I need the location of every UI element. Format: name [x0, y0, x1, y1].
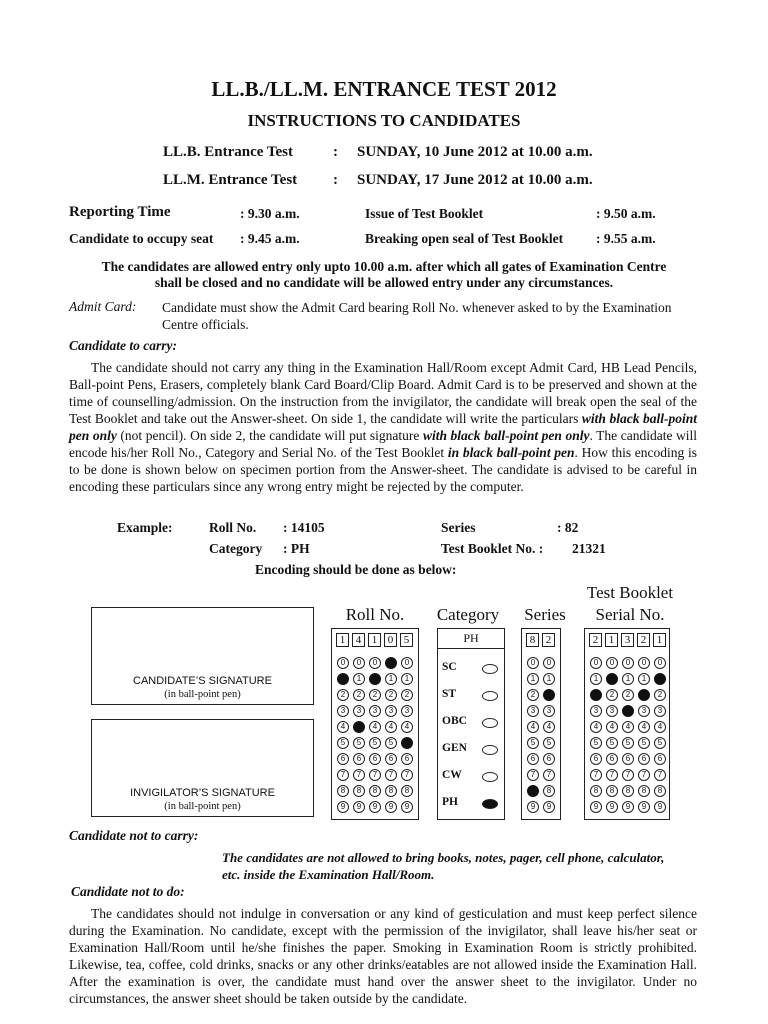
series-bubble[interactable]: 4	[527, 721, 539, 733]
occupy-seat-label: Candidate to occupy seat	[69, 231, 214, 246]
schedule-llm-sep: :	[333, 172, 338, 188]
candidate-signature-label: CANDIDATE’S SIGNATURE	[133, 675, 272, 687]
schedule-llb-name: LL.B. Entrance Test	[163, 144, 294, 160]
roll-no-bubble[interactable]: 3	[369, 705, 381, 717]
carry-text-4: . How this encoding is to be done is shown below on specimen portion from the Answer-sheet. The candidate is advised to be careful in encoding these particulars since any wrong entry might be rejected by the computer.	[69, 445, 697, 494]
series-bubble[interactable]: 0	[527, 657, 539, 669]
roll-no-bubble[interactable]: 3	[353, 705, 365, 717]
booklet-serial-bubble[interactable]: 4	[590, 721, 602, 733]
carry-emphasis-2: with black ball-point pen only	[422, 428, 590, 443]
roll-no-bubble[interactable]: 8	[353, 785, 365, 797]
roll-no-bubble[interactable]: 0	[385, 657, 397, 669]
booklet-serial-bubble[interactable]: 7	[606, 769, 618, 781]
booklet-serial-digit-box: 2	[637, 633, 650, 647]
series-bubble[interactable]: 8	[527, 785, 539, 797]
roll-no-bubble[interactable]: 8	[385, 785, 397, 797]
category-option-label: GEN	[442, 742, 467, 754]
booklet-serial-bubble[interactable]: 0	[622, 657, 634, 669]
invigilator-signature-sub: (in ball-point pen)	[164, 801, 241, 812]
series-bubble[interactable]: 2	[543, 689, 555, 701]
booklet-serial-bubble[interactable]: 2	[654, 689, 666, 701]
booklet-serial-bubble[interactable]: 6	[590, 753, 602, 765]
category-grid	[437, 628, 505, 820]
category-selected-box: PH	[438, 629, 504, 649]
roll-no-bubble[interactable]: 9	[401, 801, 413, 813]
category-head: Category	[436, 605, 500, 624]
booklet-serial-bubble[interactable]: 2	[606, 689, 618, 701]
category-option-label: OBC	[442, 715, 467, 727]
roll-no-bubble[interactable]: 4	[353, 721, 365, 733]
category-option-bubble[interactable]	[482, 799, 498, 809]
booklet-serial-bubble[interactable]: 5	[654, 737, 666, 749]
not-do-label: Candidate not to do:	[71, 884, 185, 899]
roll-no-bubble[interactable]: 7	[337, 769, 349, 781]
admit-card-line1: Candidate must show the Admit Card bearing Roll No. whenever asked to by the Examination	[162, 300, 672, 315]
series-bubble[interactable]: 1	[543, 673, 555, 685]
roll-no-bubble[interactable]: 4	[401, 721, 413, 733]
entry-notice	[60, 259, 708, 291]
booklet-serial-bubble[interactable]: 9	[638, 801, 650, 813]
reporting-time-label: Reporting Time	[69, 204, 171, 220]
invigilator-signature-box[interactable]	[91, 719, 314, 817]
series-bubble[interactable]: 8	[543, 785, 555, 797]
series-grid	[521, 628, 561, 820]
example-booklet-value: 21321	[572, 541, 606, 556]
roll-no-bubble[interactable]: 6	[369, 753, 381, 765]
not-carry-line2: etc. inside the Examination Hall/Room.	[222, 867, 435, 882]
booklet-serial-bubble[interactable]: 3	[606, 705, 618, 717]
booklet-serial-grid	[584, 628, 670, 820]
example-roll-value: : 14105	[283, 520, 325, 535]
not-carry-label: Candidate not to carry:	[69, 828, 199, 843]
series-bubble[interactable]: 5	[527, 737, 539, 749]
roll-no-bubble[interactable]: 9	[353, 801, 365, 813]
booklet-serial-bubble[interactable]: 7	[622, 769, 634, 781]
roll-no-bubble[interactable]: 9	[385, 801, 397, 813]
roll-no-bubble[interactable]: 4	[369, 721, 381, 733]
booklet-serial-bubble[interactable]: 3	[590, 705, 602, 717]
example-category-value: : PH	[283, 541, 310, 556]
admit-card-line2: Centre officials.	[162, 317, 249, 332]
booklet-serial-bubble[interactable]: 1	[606, 673, 618, 685]
roll-no-bubble[interactable]: 3	[385, 705, 397, 717]
booklet-serial-bubble[interactable]: 9	[590, 801, 602, 813]
booklet-serial-bubble[interactable]: 6	[638, 753, 650, 765]
entry-notice-line2: shall be closed and no candidate will be allowed entry under any circumstances.	[154, 275, 614, 290]
series-head: Series	[524, 605, 566, 624]
series-bubble[interactable]: 0	[543, 657, 555, 669]
candidate-signature-sub: (in ball-point pen)	[164, 689, 241, 700]
roll-no-bubble[interactable]: 7	[353, 769, 365, 781]
seal-value: : 9.55 a.m.	[596, 231, 656, 246]
booklet-serial-digit-box: 3	[621, 633, 634, 647]
schedule-llb-value: SUNDAY, 10 June 2012 at 10.00 a.m.	[357, 144, 593, 160]
schedule-llb-sep: :	[333, 144, 338, 160]
booklet-serial-bubble[interactable]: 7	[638, 769, 650, 781]
roll-no-bubble[interactable]: 5	[401, 737, 413, 749]
not-do-paragraph: The candidates should not indulge in conversation or any kind of gesticulation and must keep perfect silence during the Examination. No candidate, except with the permission of the invigilator, shall leave his/her seat or Examination Hall/Room until he/she finishes the paper. Smoking in Examination Room is strictly prohibited. Likewise, tea, coffee, cold drinks, snacks or any other drinks/eatables are not allowed inside the Examination Hall. After the examination is over, the candidate must hand over the answer sheet to the invigilator. Under no circumstances, the answer sheet should be taken outside by the candidate.	[69, 906, 697, 1006]
booklet-serial-digit-box: 1	[653, 633, 666, 647]
issue-booklet-value: : 9.50 a.m.	[596, 206, 656, 221]
roll-no-digit-box: 4	[352, 633, 365, 647]
roll-no-bubble[interactable]: 1	[337, 673, 349, 685]
series-digit-box: 2	[542, 633, 555, 647]
booklet-serial-bubble[interactable]: 4	[638, 721, 650, 733]
series-bubble[interactable]: 3	[543, 705, 555, 717]
encoding-note: Encoding should be done as below:	[255, 562, 457, 577]
series-bubble[interactable]: 4	[543, 721, 555, 733]
roll-no-bubble[interactable]: 3	[337, 705, 349, 717]
booklet-head-2: Serial No.	[595, 605, 665, 624]
booklet-serial-bubble[interactable]: 3	[654, 705, 666, 717]
booklet-serial-bubble[interactable]: 5	[590, 737, 602, 749]
booklet-serial-bubble[interactable]: 7	[590, 769, 602, 781]
booklet-serial-bubble[interactable]: 5	[638, 737, 650, 749]
booklet-serial-bubble[interactable]: 8	[638, 785, 650, 797]
series-bubble[interactable]: 9	[527, 801, 539, 813]
roll-no-bubble[interactable]: 5	[337, 737, 349, 749]
example-series-label: Series	[441, 520, 476, 535]
booklet-serial-bubble[interactable]: 4	[606, 721, 618, 733]
booklet-serial-bubble[interactable]: 1	[622, 673, 634, 685]
roll-no-grid	[331, 628, 419, 820]
example-booklet-label: Test Booklet No. :	[441, 541, 544, 556]
roll-no-bubble[interactable]: 6	[353, 753, 365, 765]
booklet-serial-bubble[interactable]: 8	[590, 785, 602, 797]
candidate-signature-box[interactable]	[91, 607, 314, 705]
booklet-serial-bubble[interactable]: 4	[654, 721, 666, 733]
roll-no-bubble[interactable]: 8	[337, 785, 349, 797]
booklet-serial-bubble[interactable]: 1	[638, 673, 650, 685]
category-option-label: SC	[442, 661, 457, 673]
entry-notice-line1: The candidates are allowed entry only upto 10.00 a.m. after which all gates of Examination Centre	[101, 259, 667, 274]
roll-no-bubble[interactable]: 2	[401, 689, 413, 701]
category-option-label: CW	[442, 769, 462, 781]
carry-text-2: (not pencil). On side 2, the candidate will put signature	[116, 428, 423, 443]
roll-no-digit-box: 1	[368, 633, 381, 647]
example-label: Example:	[117, 520, 173, 535]
carry-label: Candidate to carry:	[69, 338, 177, 353]
series-bubble[interactable]: 3	[527, 705, 539, 717]
roll-no-bubble[interactable]: 1	[385, 673, 397, 685]
carry-paragraph	[69, 359, 697, 495]
series-bubble[interactable]: 7	[543, 769, 555, 781]
booklet-serial-bubble[interactable]: 5	[622, 737, 634, 749]
roll-no-bubble[interactable]: 0	[353, 657, 365, 669]
series-bubble[interactable]: 1	[527, 673, 539, 685]
series-digit-box: 8	[526, 633, 539, 647]
roll-no-bubble[interactable]: 9	[337, 801, 349, 813]
roll-no-bubble[interactable]: 2	[337, 689, 349, 701]
booklet-serial-bubble[interactable]: 4	[622, 721, 634, 733]
booklet-serial-bubble[interactable]: 0	[606, 657, 618, 669]
carry-text-3: . The candidate will encode his/her Roll No., Category and Serial No. of the Test Booklet	[69, 428, 698, 460]
roll-no-bubble[interactable]: 5	[385, 737, 397, 749]
booklet-serial-bubble[interactable]: 3	[622, 705, 634, 717]
roll-no-bubble[interactable]: 1	[369, 673, 381, 685]
booklet-serial-bubble[interactable]: 2	[590, 689, 602, 701]
booklet-serial-digit-box: 1	[605, 633, 618, 647]
seal-label: Breaking open seal of Test Booklet	[365, 231, 564, 246]
category-option-bubble[interactable]	[482, 664, 498, 674]
booklet-serial-bubble[interactable]: 2	[638, 689, 650, 701]
booklet-serial-bubble[interactable]: 6	[622, 753, 634, 765]
category-option-bubble[interactable]	[482, 691, 498, 701]
booklet-serial-bubble[interactable]: 9	[622, 801, 634, 813]
not-carry-line1: The candidates are not allowed to bring books, notes, pager, cell phone, calculator,	[222, 850, 665, 865]
roll-no-digit-box: 0	[384, 633, 397, 647]
roll-no-bubble[interactable]: 5	[353, 737, 365, 749]
series-bubble[interactable]: 5	[543, 737, 555, 749]
admit-card-text	[162, 299, 707, 333]
booklet-serial-bubble[interactable]: 8	[606, 785, 618, 797]
example-series-value: : 82	[557, 520, 579, 535]
roll-no-bubble[interactable]: 0	[369, 657, 381, 669]
not-carry-text	[222, 849, 702, 883]
roll-no-bubble[interactable]: 1	[401, 673, 413, 685]
admit-card-label: Admit Card:	[69, 299, 137, 314]
schedule-llm-name: LL.M. Entrance Test	[163, 172, 298, 188]
booklet-serial-bubble[interactable]: 3	[638, 705, 650, 717]
schedule-llm-value: SUNDAY, 17 June 2012 at 10.00 a.m.	[357, 172, 593, 188]
booklet-serial-bubble[interactable]: 0	[590, 657, 602, 669]
roll-no-digit-box: 1	[336, 633, 349, 647]
booklet-serial-bubble[interactable]: 5	[606, 737, 618, 749]
page-subtitle: INSTRUCTIONS TO CANDIDATES	[247, 111, 521, 130]
booklet-serial-bubble[interactable]: 2	[622, 689, 634, 701]
issue-booklet-label: Issue of Test Booklet	[365, 206, 484, 221]
roll-no-bubble[interactable]: 0	[337, 657, 349, 669]
booklet-serial-bubble[interactable]: 1	[654, 673, 666, 685]
roll-no-bubble[interactable]: 3	[401, 705, 413, 717]
category-option-label: PH	[442, 796, 458, 808]
category-option-bubble[interactable]	[482, 772, 498, 782]
series-bubble[interactable]: 9	[543, 801, 555, 813]
example-category-label: Category	[209, 541, 263, 556]
roll-no-bubble[interactable]: 7	[401, 769, 413, 781]
booklet-serial-bubble[interactable]: 7	[654, 769, 666, 781]
carry-text-1: The candidate should not carry any thing in the Examination Hall/Room except Admit Card, HB Lead Pencils, Ball-point Pens, Erasers, completely blank Card Board/Clip Board. Admit Card is to be preserved and shown at the time of counselling/admission. On the instruction from the invigilator, the candidate will break open the seal of the Test Booklet and take out the Answer-sheet. On side 1, the candidate will write the particulars	[69, 360, 697, 426]
roll-no-bubble[interactable]: 4	[385, 721, 397, 733]
occupy-seat-value: : 9.45 a.m.	[240, 231, 300, 246]
roll-no-bubble[interactable]: 8	[369, 785, 381, 797]
roll-no-bubble[interactable]: 6	[401, 753, 413, 765]
series-bubble[interactable]: 6	[543, 753, 555, 765]
booklet-serial-bubble[interactable]: 6	[654, 753, 666, 765]
roll-no-bubble[interactable]: 5	[369, 737, 381, 749]
carry-emphasis-3: in black ball-point pen	[447, 445, 575, 460]
roll-no-digit-box: 5	[400, 633, 413, 647]
roll-no-bubble[interactable]: 4	[337, 721, 349, 733]
booklet-serial-bubble[interactable]: 0	[638, 657, 650, 669]
roll-no-bubble[interactable]: 2	[369, 689, 381, 701]
booklet-serial-bubble[interactable]: 1	[590, 673, 602, 685]
reporting-time-value: : 9.30 a.m.	[240, 206, 300, 221]
roll-no-bubble[interactable]: 1	[353, 673, 365, 685]
roll-no-bubble[interactable]: 9	[369, 801, 381, 813]
booklet-head-1: Test Booklet	[586, 583, 674, 602]
roll-no-bubble[interactable]: 7	[369, 769, 381, 781]
booklet-serial-bubble[interactable]: 0	[654, 657, 666, 669]
category-option-label: ST	[442, 688, 457, 700]
roll-no-bubble[interactable]: 7	[385, 769, 397, 781]
booklet-serial-bubble[interactable]: 8	[622, 785, 634, 797]
booklet-serial-bubble[interactable]: 6	[606, 753, 618, 765]
page-title: LL.B./LL.M. ENTRANCE TEST 2012	[211, 77, 557, 101]
roll-no-bubble[interactable]: 6	[385, 753, 397, 765]
series-bubble[interactable]: 2	[527, 689, 539, 701]
roll-no-bubble[interactable]: 6	[337, 753, 349, 765]
example-roll-label: Roll No.	[209, 520, 257, 535]
roll-no-bubble[interactable]: 2	[353, 689, 365, 701]
booklet-serial-bubble[interactable]: 9	[654, 801, 666, 813]
booklet-serial-bubble[interactable]: 9	[606, 801, 618, 813]
invigilator-signature-label: INVIGILATOR’S SIGNATURE	[130, 787, 275, 799]
roll-no-bubble[interactable]: 0	[401, 657, 413, 669]
roll-no-head: Roll No.	[345, 605, 405, 624]
category-option-bubble[interactable]	[482, 745, 498, 755]
roll-no-bubble[interactable]: 8	[401, 785, 413, 797]
roll-no-bubble[interactable]: 2	[385, 689, 397, 701]
category-option-bubble[interactable]	[482, 718, 498, 728]
series-bubble[interactable]: 6	[527, 753, 539, 765]
carry-emphasis-1: with black ball-point pen only	[69, 411, 697, 443]
series-bubble[interactable]: 7	[527, 769, 539, 781]
booklet-serial-digit-box: 2	[589, 633, 602, 647]
booklet-serial-bubble[interactable]: 8	[654, 785, 666, 797]
